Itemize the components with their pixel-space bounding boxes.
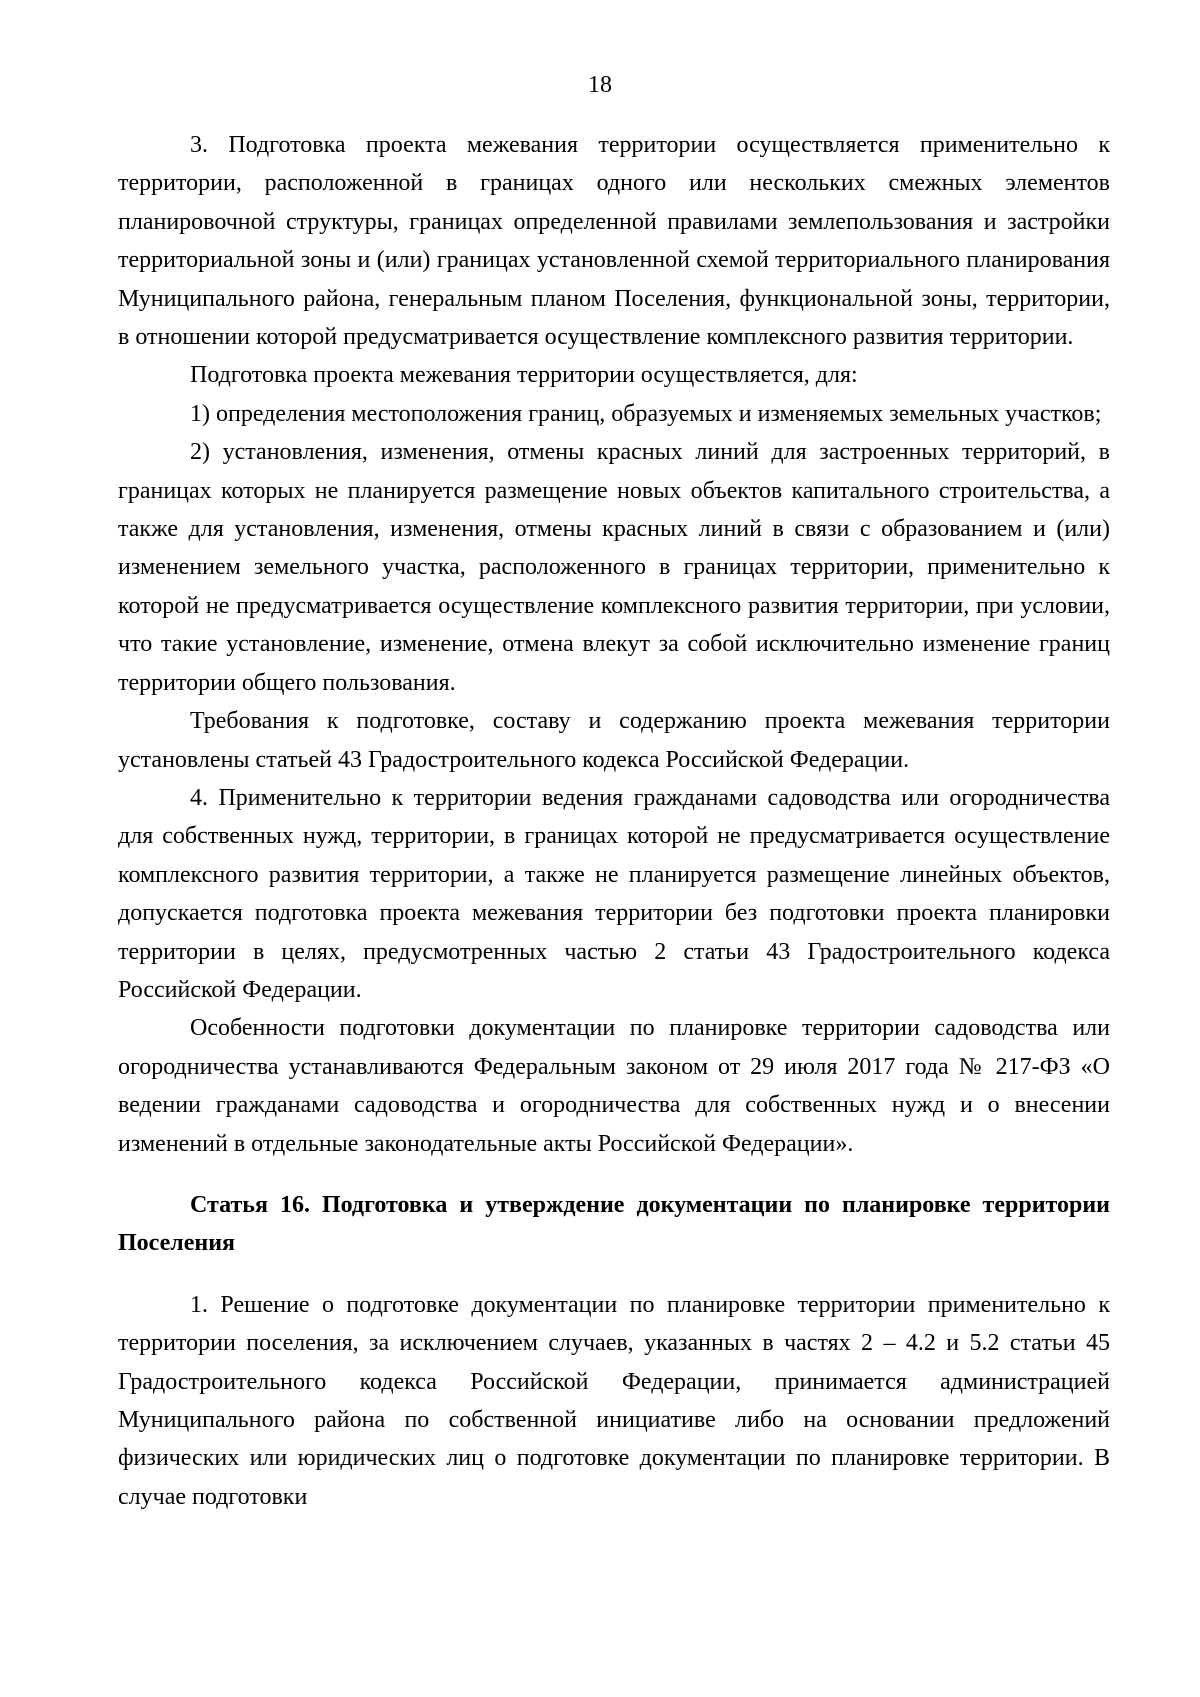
article-16-heading: Статья 16. Подготовка и утверждение документации по планировке территории Поселения (118, 1191, 1110, 1257)
paragraph-trebovaniya: Требования к подготовке, составу и содержанию проекта межевания территории установлены статьей 43 Градостроительного кодекса Российской Федерации. (118, 708, 1110, 773)
paragraph-3-proekt-mezhevaniya: 3. Подготовка проекта межевания территории осуществляется применительно к территории, расположенной в границах одного или нескольких смежных элементов планировочной структуры, границах определенной правилами землепользования и застройки территориальной зоны и (или) границах установленной схемой территориального планирования Муниципального района, генеральным планом Поселения, функциональной зоны, территории, в отношении которой предусматривается осуществление комплексного развития территории. (118, 132, 1110, 351)
paragraph-article-16-part-1: 1. Решение о подготовке документации по планировке территории применительно к территории поселения, за исключением случаев, указанных в частях 2 – 4.2 и 5.2 статьи 45 Градостроительного кодекса Российской Федерации, принимается администрацией Муниципального района по собственной инициативе либо на основании предложений физических или юридических лиц о подготовке документации по планировке территории. В случае подготовки (118, 1291, 1110, 1510)
page-number: 18 (588, 72, 612, 98)
paragraph-osobennosti: Особенности подготовки документации по планировке территории садоводства или огородничества устанавливаются Федеральным законом от 29 июля 2017 года № 217-ФЗ «О ведении гражданами садоводства и огородничества для собственных нужд и о внесении изменений в отдельные законодательные акты Российской Федерации». (118, 1015, 1110, 1157)
document-body (118, 126, 1110, 1516)
paragraph-podgotovka-dlya: Подготовка проекта межевания территории осуществляется, для: (190, 362, 858, 389)
list-item-2: 2) установления, изменения, отмены красных линий для застроенных территорий, в границах которых не планируется размещение новых объектов капитального строительства, а также для установления, изменения, отмены красных линий в связи с образованием и (или) изменением земельного участка, расположенного в границах территории, применительно к которой не предусматривается осуществление комплексного развития территории, при условии, что такие установление, изменение, отмена влекут за собой исключительно изменение границ территории общего пользования. (118, 439, 1110, 696)
paragraph-4-sadovodstvo: 4. Применительно к территории ведения гражданами садоводства или огородничества для собственных нужд, территории, в границах которой не предусматривается осуществление комплексного развития территории, а также не планируется размещение линейных объектов, допускается подготовка проекта межевания территории без подготовки проекта планировки территории в целях, предусмотренных частью 2 статьи 43 Градостроительного кодекса Российской Федерации. (118, 784, 1110, 1003)
list-item-1: 1) определения местоположения границ, образуемых и изменяемых земельных участков; (190, 400, 1102, 427)
